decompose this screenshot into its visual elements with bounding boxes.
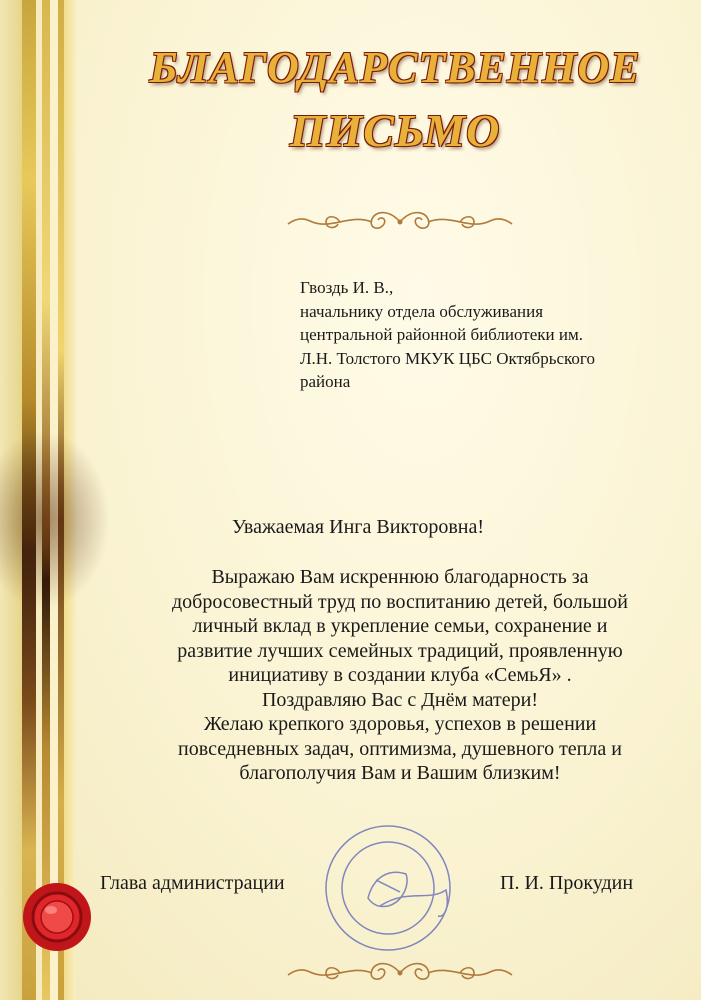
addressee-line: центральной районной библиотеки им. xyxy=(300,325,583,344)
body-line: благополучия Вам и Вашим близким! xyxy=(239,762,561,784)
signatory-position: Глава администрации xyxy=(100,872,285,894)
body-line: добросовестный труд по воспитанию детей, большой xyxy=(171,590,628,613)
body-line: Выражаю Вам искреннюю благодарность за xyxy=(211,566,589,588)
body-line: Поздравляю Вас с Днём матери! xyxy=(261,688,539,711)
title-line-1: БЛАГОДАРСТВЕННОЕ xyxy=(149,43,641,92)
addressee-line: Л.Н. Толстого МКУК ЦБС Октябрьского xyxy=(300,348,595,368)
addressee-line: Гвоздь И. В., xyxy=(300,278,394,297)
body-line: развитие лучших семейных традиций, проявленную xyxy=(177,639,623,662)
flourish-ornament-top xyxy=(280,207,520,237)
official-stamp xyxy=(318,818,458,958)
body-line: Желаю крепкого здоровья, успехов в решении xyxy=(203,713,597,735)
letter-body xyxy=(100,565,700,786)
wax-seal-icon xyxy=(20,880,94,954)
body-line: личный вклад в укрепление семьи, сохранение и xyxy=(192,615,608,637)
border-shadow xyxy=(0,430,110,610)
signatory-name: П. И. Прокудин xyxy=(500,872,634,894)
body-line: повседневных задач, оптимизма, душевного тепла и xyxy=(178,737,622,760)
addressee-block xyxy=(300,276,680,394)
body-line: инициативу в создании клуба «СемьЯ» . xyxy=(228,664,572,686)
title-line-2: ПИСЬМО xyxy=(289,105,501,156)
addressee-line: района xyxy=(300,372,351,391)
flourish-ornament-bottom xyxy=(280,958,520,988)
greeting: Уважаемая Инга Викторовна! xyxy=(232,516,485,538)
addressee-line: начальнику отдела обслуживания xyxy=(300,301,544,321)
